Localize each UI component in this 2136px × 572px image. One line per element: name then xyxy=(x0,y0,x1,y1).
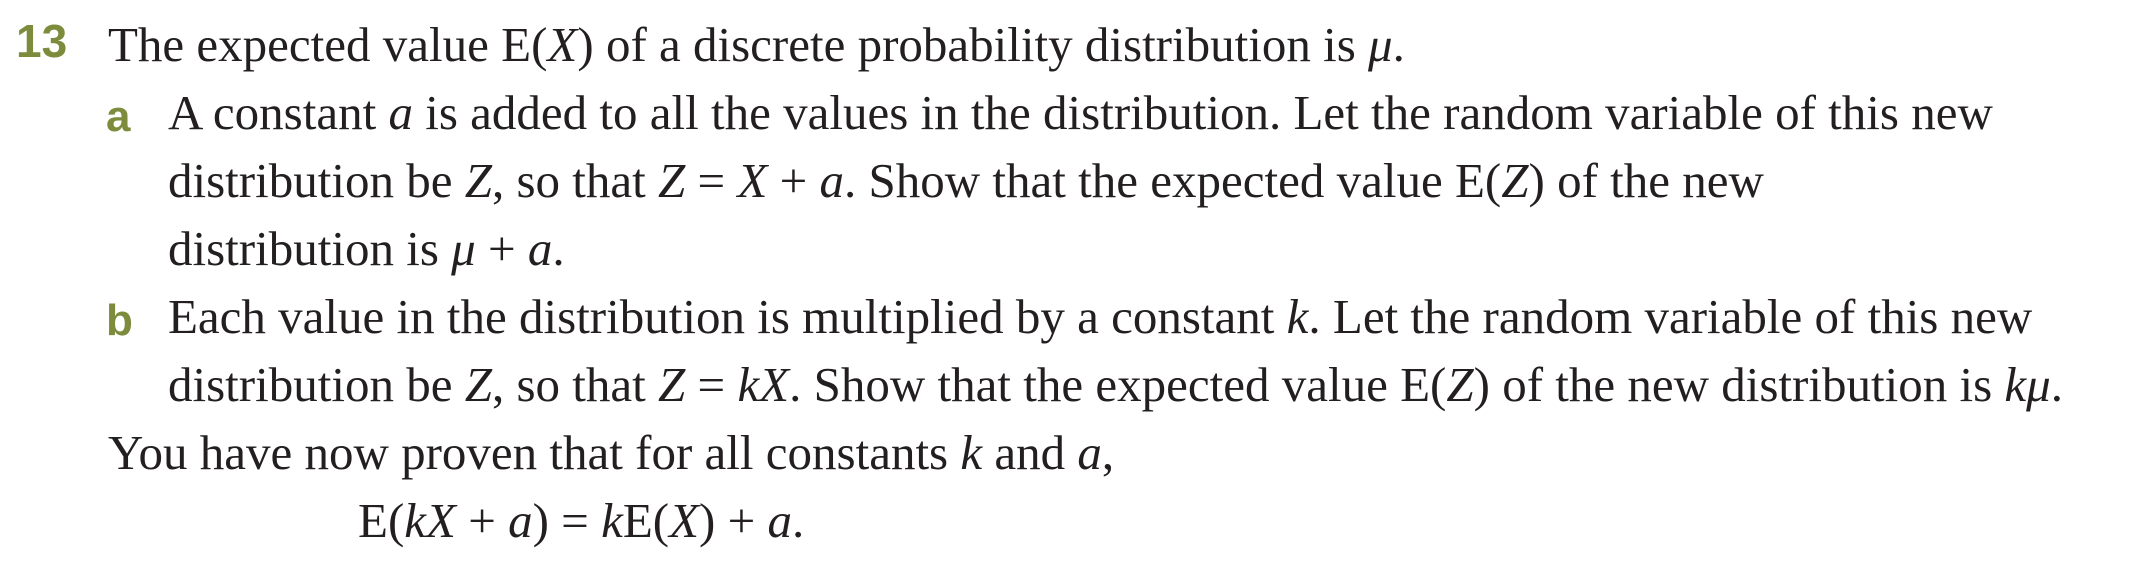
var-k: k xyxy=(960,425,983,480)
plus: + xyxy=(715,493,768,548)
var-z: Z xyxy=(464,357,492,412)
var-a: a xyxy=(819,153,845,208)
paren: ( xyxy=(531,17,548,72)
var-kx: kX xyxy=(404,493,456,548)
punct: . xyxy=(2050,357,2063,412)
paren: ) xyxy=(1473,357,1490,412)
text: Each value in the distribution is multiplied by a constant xyxy=(168,289,1287,344)
equals: = xyxy=(685,357,738,412)
var-k: k xyxy=(1286,289,1309,344)
expectation-op: E xyxy=(358,493,388,548)
conclusion-line xyxy=(108,425,1115,480)
var-k: k xyxy=(601,493,623,548)
part-a-line-1 xyxy=(168,85,1993,140)
paren: ( xyxy=(1484,153,1502,208)
var-mu: μ xyxy=(451,221,476,276)
text: . Show that the expected value E xyxy=(789,357,1431,412)
expectation-op: E xyxy=(622,493,653,548)
text: distribution be xyxy=(168,357,465,412)
paren: ) xyxy=(1528,153,1545,208)
text: distribution is xyxy=(168,221,452,276)
text: You have now proven that for all constants xyxy=(108,425,961,480)
text: and xyxy=(982,425,1078,480)
equals: = xyxy=(548,493,602,548)
part-a-line-3 xyxy=(168,221,565,276)
question-number: 13 xyxy=(16,15,68,67)
var-kmu: kμ xyxy=(2004,357,2051,412)
var-z: Z xyxy=(1501,153,1529,208)
text: of the new distribution is xyxy=(1489,357,2005,412)
var-x: X xyxy=(737,153,768,208)
var-a: a xyxy=(767,493,792,548)
part-a-line-2 xyxy=(168,153,1764,208)
text: A constant xyxy=(168,85,389,140)
equals: = xyxy=(685,153,738,208)
text: distribution be xyxy=(168,153,465,208)
paren: ( xyxy=(387,493,405,548)
punct: . xyxy=(791,493,805,548)
part-b-line-1 xyxy=(168,289,2033,344)
text: , so that xyxy=(491,153,659,208)
text: . Show that the expected value E xyxy=(844,153,1485,208)
part-a-label: a xyxy=(106,92,131,141)
var-x: X xyxy=(669,493,700,548)
var-a: a xyxy=(388,85,413,140)
punct: . xyxy=(552,221,565,276)
paren: ) xyxy=(699,493,716,548)
var-mu: μ xyxy=(1368,17,1393,72)
text: of the new xyxy=(1544,153,1764,208)
var-a: a xyxy=(508,493,533,548)
var-z: Z xyxy=(1446,357,1474,412)
punct: , xyxy=(1101,425,1115,480)
paren: ( xyxy=(652,493,670,548)
text: , so that xyxy=(491,357,659,412)
plus: + xyxy=(455,493,509,548)
part-b-label: b xyxy=(106,296,133,345)
paren: ( xyxy=(1430,357,1447,412)
var-z: Z xyxy=(658,357,686,412)
var-z: Z xyxy=(464,153,492,208)
paren: ) xyxy=(532,493,549,548)
var-a: a xyxy=(527,221,553,276)
plus: + xyxy=(767,153,820,208)
var-a: a xyxy=(1077,425,1102,480)
expectation-formula xyxy=(358,493,805,548)
var-z: Z xyxy=(658,153,686,208)
text: is added to all the values in the distribution. Let the random variable of this new xyxy=(412,85,1993,140)
plus: + xyxy=(475,221,528,276)
punct: . xyxy=(1392,17,1405,72)
var-x: X xyxy=(547,17,578,72)
intro-text: The expected value E xyxy=(108,17,532,72)
question-intro xyxy=(108,17,1405,72)
part-b-line-2 xyxy=(168,357,2063,412)
text: . Let the random variable of this new xyxy=(1308,289,2033,344)
paren: ) xyxy=(577,17,594,72)
intro-text: of a discrete probability distribution is xyxy=(593,17,1369,72)
var-kx: kX xyxy=(737,357,790,412)
